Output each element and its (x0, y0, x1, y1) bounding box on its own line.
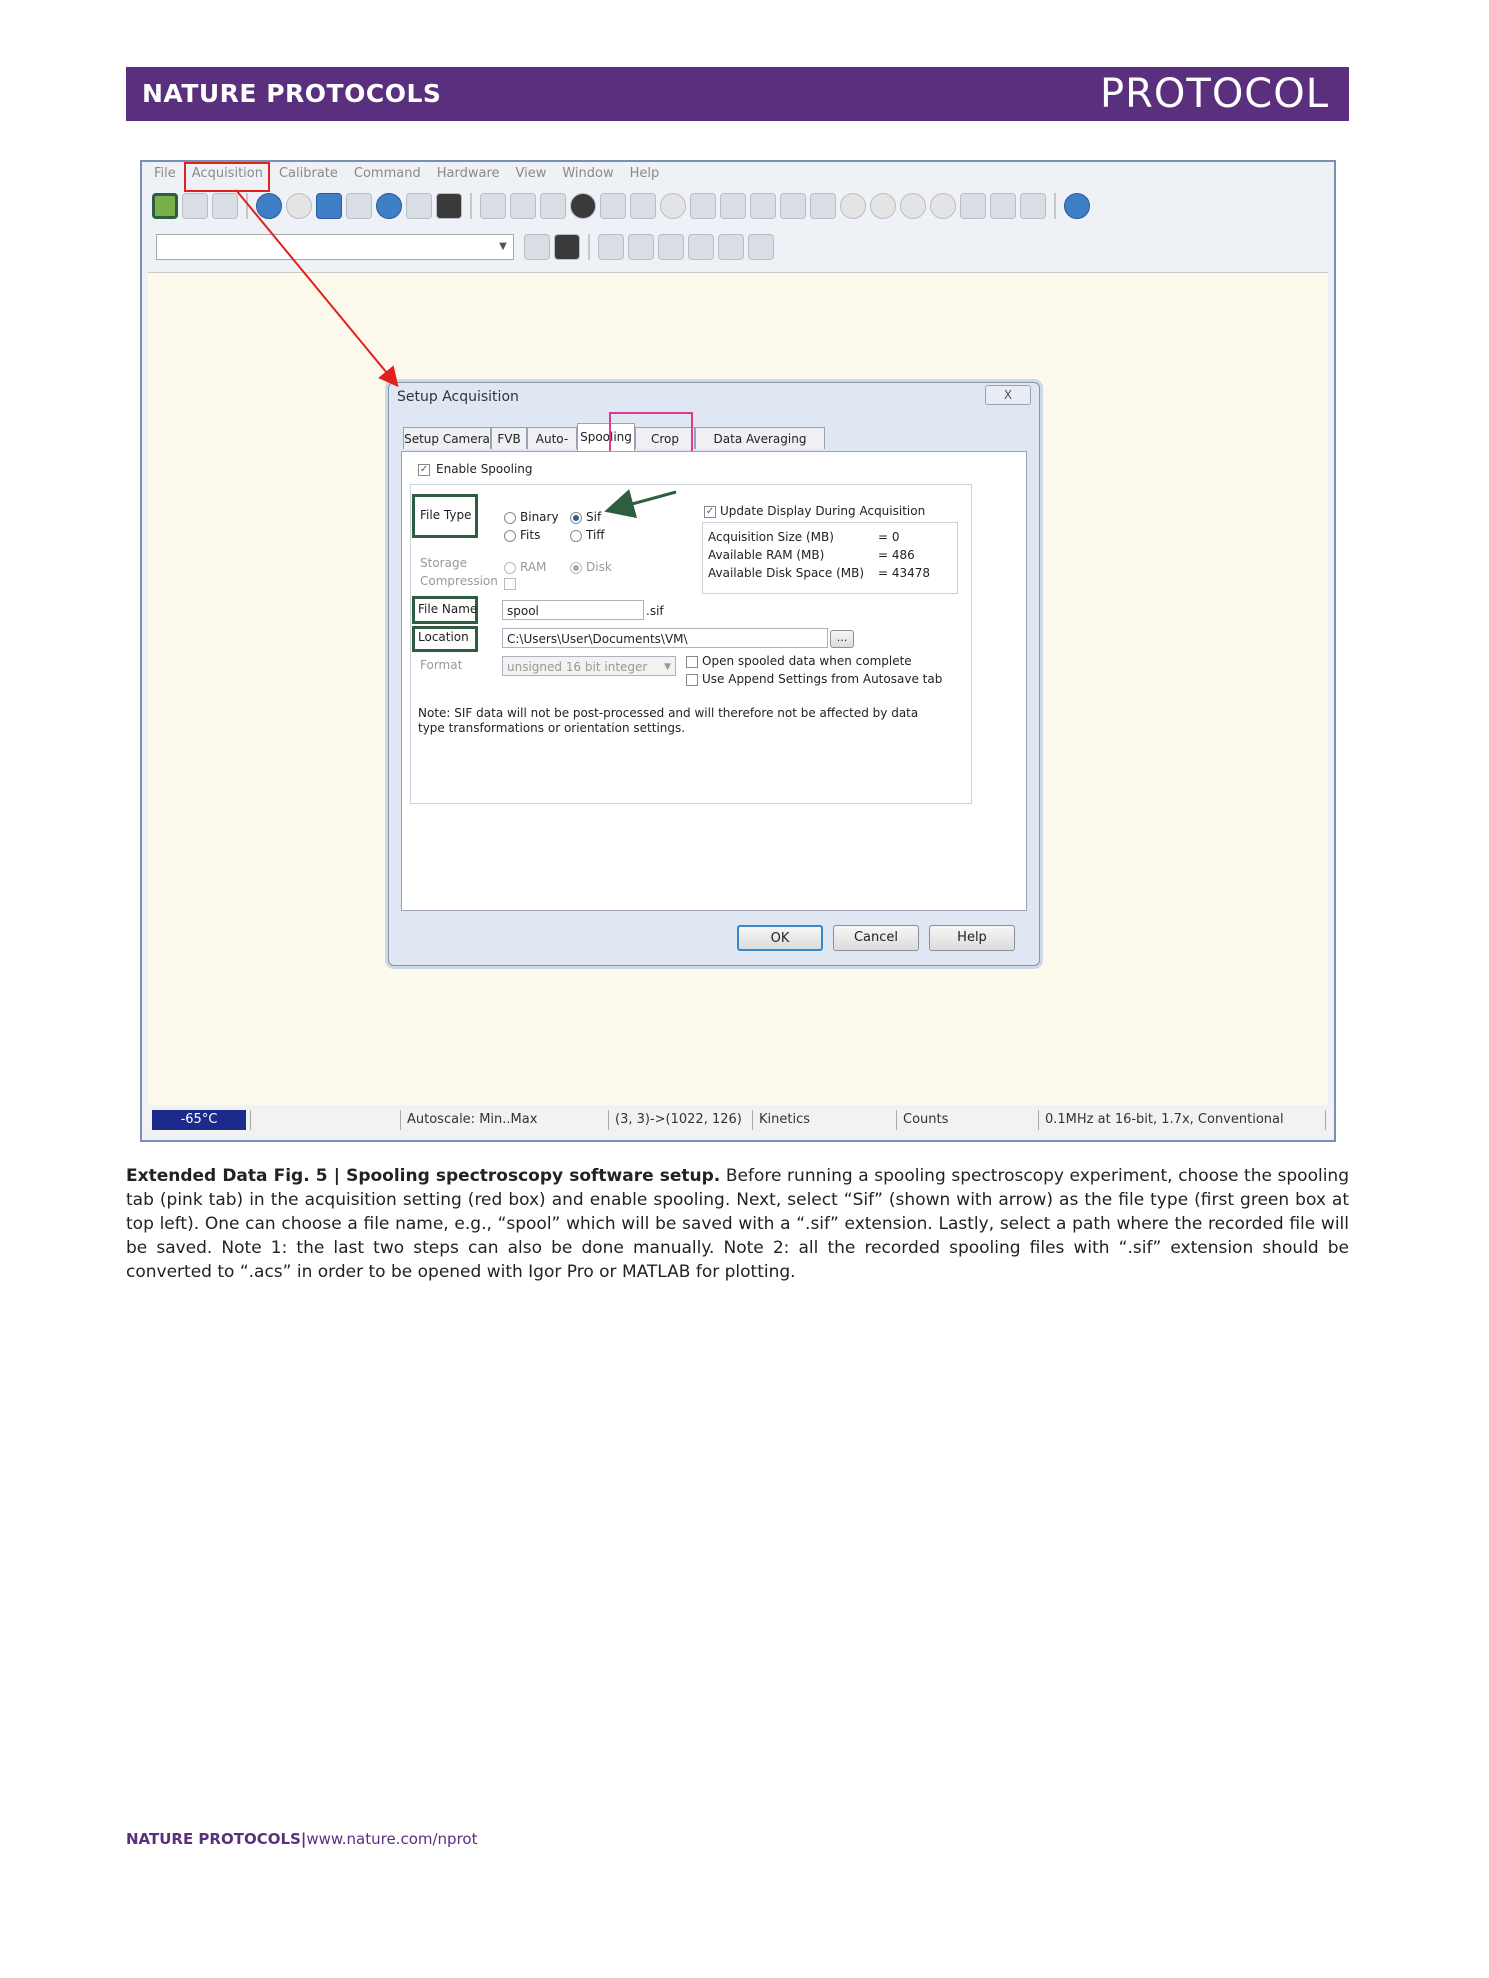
red-arrow (236, 190, 396, 384)
acq-size-value: = 0 (878, 530, 900, 544)
ok-button[interactable]: OK (737, 925, 823, 951)
location-input[interactable]: C:\Users\User\Documents\VM\ (502, 628, 828, 648)
chevron-down-icon: ▼ (499, 241, 507, 252)
sif-note: Note: SIF data will not be post-processed and will therefore not be affected by data type transformations or orientation settings. (418, 706, 919, 735)
fits-label: Fits (520, 528, 541, 542)
compression-label: Compression (420, 574, 498, 588)
article-type: PROTOCOL (1099, 71, 1329, 117)
tab-setup-camera[interactable]: Setup Camera (403, 427, 491, 449)
chevron-down-icon: ▼ (664, 662, 671, 672)
status-units: Counts (896, 1110, 948, 1130)
status-mode: Kinetics (752, 1110, 810, 1130)
footer-journal: NATURE PROTOCOLS (126, 1830, 301, 1848)
page-footer (126, 1830, 477, 1848)
menu-window[interactable]: Window (562, 166, 614, 181)
update-display-label: Update Display During Acquisition (720, 504, 926, 518)
menu-help[interactable]: Help (629, 166, 660, 181)
format-label: Format (420, 658, 463, 672)
enable-spooling-checkbox[interactable]: ✓ (419, 464, 429, 475)
cancel-button[interactable]: Cancel (833, 925, 919, 951)
location-label: Location (418, 630, 469, 644)
disk-label: Disk (586, 560, 612, 574)
menu-file[interactable]: File (154, 166, 176, 181)
menu-view[interactable]: View (515, 166, 547, 181)
footer-url[interactable]: www.nature.com/nprot (306, 1830, 478, 1848)
ram-label: RAM (520, 560, 547, 574)
use-append-label: Use Append Settings from Autosave tab (702, 672, 943, 686)
caption-text: Before running a spooling spectroscopy experiment, choose the spooling tab (pink tab) in the acquisition setting (red box) and enable spooling. Next, select “Sif” (shown with arrow) as the file type (first green box at top left). One can choose a file name, e.g., “spool” which will be saved with a “.sif” extension. Lastly, select a path where the recorded file will be saved. Note 1: the last two steps can also be done manually. Note 2: all the recorded spooling files with “.sif” extension should be converted to “.acs” in order to be opened with Igor Pro or MATLAB for plotting. (126, 1166, 1349, 1282)
menu-hardware[interactable]: Hardware (436, 166, 500, 181)
browse-button[interactable]: ... (830, 630, 854, 648)
close-button[interactable]: X (985, 385, 1031, 405)
menu-calibrate[interactable]: Calibrate (278, 166, 338, 181)
open-spooled-label: Open spooled data when complete (702, 654, 912, 668)
format-value: unsigned 16 bit integer (507, 660, 648, 674)
temperature-readout: -65°C (152, 1110, 246, 1130)
file-extension: .sif (646, 604, 664, 618)
enable-spooling-label: Enable Spooling (436, 462, 533, 476)
status-coords: (3, 3)->(1022, 126) (608, 1110, 742, 1130)
sif-label: Sif (586, 510, 602, 524)
menu-acquisition[interactable]: Acquisition (191, 166, 263, 181)
tab-crop-mode[interactable]: Crop (635, 427, 695, 449)
green-arrow (610, 492, 676, 510)
acq-size-label: Acquisition Size (MB) (708, 530, 834, 544)
help-button[interactable]: Help (929, 925, 1015, 951)
tab-auto-save[interactable]: Auto- (527, 427, 577, 449)
file-type-label: File Type (420, 508, 472, 522)
status-autoscale: Autoscale: Min..Max (400, 1110, 537, 1130)
menu-command[interactable]: Command (353, 166, 421, 181)
ram-available-value: = 486 (878, 548, 915, 562)
tab-data-averaging-filters[interactable]: Data Averaging (695, 427, 825, 449)
tiff-label: Tiff (586, 528, 605, 542)
file-name-input[interactable]: spool (502, 600, 644, 620)
binary-label: Binary (520, 510, 559, 524)
status-readout: 0.1MHz at 16-bit, 1.7x, Conventional (1038, 1110, 1326, 1130)
file-name-label: File Name (418, 602, 478, 616)
tab-spooling[interactable]: Spooling (577, 423, 635, 451)
disk-space-label: Available Disk Space (MB) (708, 566, 865, 580)
figure-caption (126, 1164, 1349, 1284)
dialog-title: Setup Acquisition (397, 389, 519, 405)
footer-separator: | (300, 1830, 307, 1848)
tab-fvb[interactable]: FVB (491, 427, 527, 449)
caption-title: Extended Data Fig. 5 | Spooling spectroscopy software setup. (126, 1166, 721, 1186)
update-display-checkbox[interactable]: ✓ (705, 506, 715, 517)
disk-space-value: = 43478 (878, 566, 931, 580)
journal-name: NATURE PROTOCOLS (142, 79, 442, 108)
ram-available-label: Available RAM (MB) (708, 548, 825, 562)
storage-label: Storage (420, 556, 467, 570)
